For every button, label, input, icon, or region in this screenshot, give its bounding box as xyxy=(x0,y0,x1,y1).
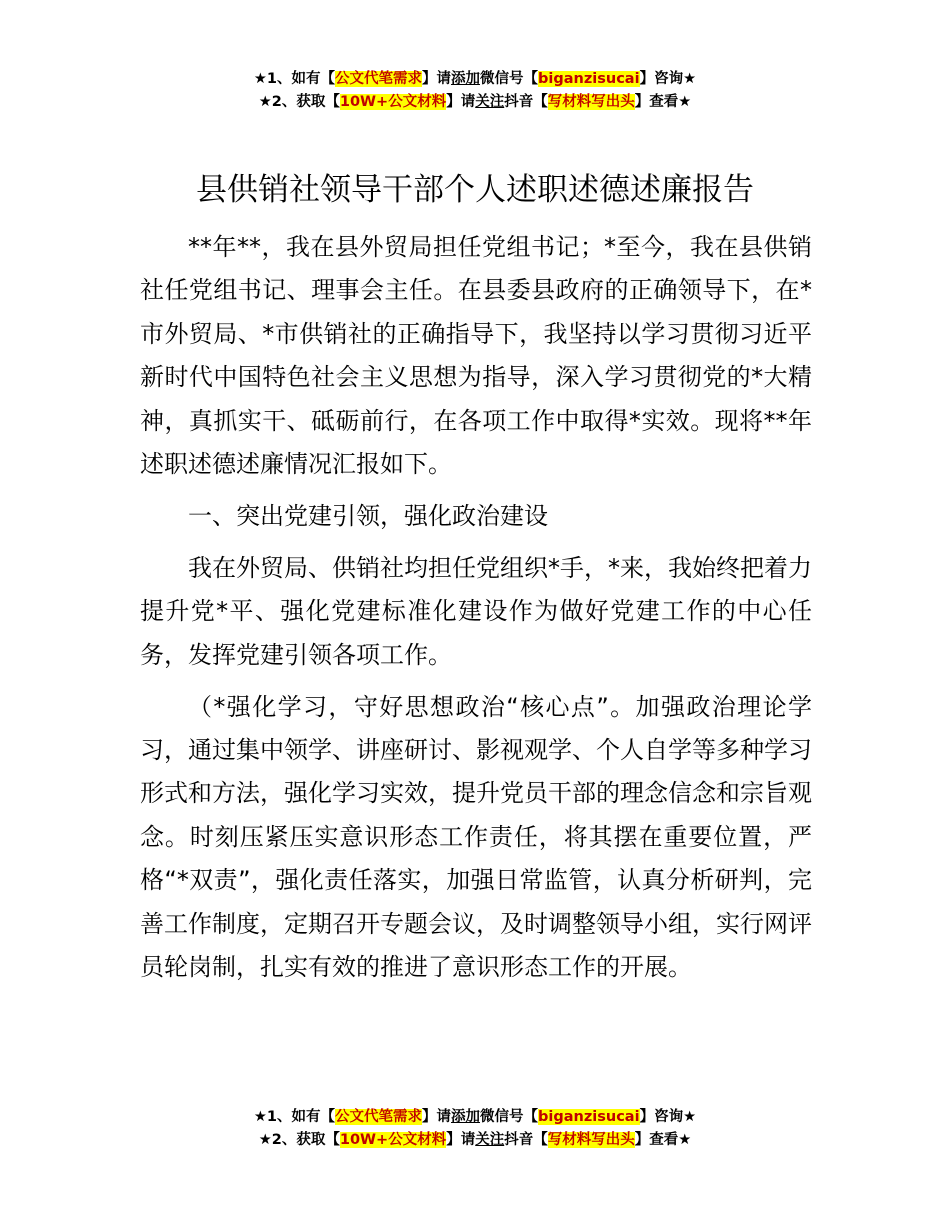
promo-text: 抖音【 xyxy=(504,94,548,110)
promo-text: 微信号【 xyxy=(480,1109,539,1125)
paragraph: （*强化学习，守好思想政治“核心点”。加强政治理论学习，通过集中领学、讲座研讨、影视观学、个人自学等多种学习形式和方法，强化学习实效，提升党员干部的理念信念和宗旨观念。时刻压紧压实意识形态工作责任，将其摆在重要位置，严格“*双责”，强化责任落实，加强日常监管，认真分析研判，完善工作制度，定期召开专题会议，及时调整领导小组，实行网评员轮岗制，扎实有效的推进了意识形态工作的开展。 xyxy=(140,692,812,981)
document-title: 县供销社领导干部个人述职述德述廉报告 xyxy=(196,172,754,208)
promo-highlight: 10W+公文材料 xyxy=(339,1132,447,1148)
promo-underlined-text: 关注 xyxy=(475,1132,505,1148)
promo-highlight: biganzisucai xyxy=(538,71,640,87)
promo-highlight: biganzisucai xyxy=(538,1109,640,1125)
promo-text: ★1、如有【 xyxy=(253,71,336,87)
promo-line-1 xyxy=(0,68,950,91)
promo-text: 】请 xyxy=(422,1109,452,1125)
promo-highlight: 10W+公文材料 xyxy=(339,94,447,110)
promo-text: 】查看★ xyxy=(634,1132,692,1148)
promo-line-1 xyxy=(0,1106,950,1129)
promo-line-2 xyxy=(0,1129,950,1152)
promo-text: ★2、获取【 xyxy=(258,94,340,110)
promo-text: 抖音【 xyxy=(504,1132,548,1148)
footer-promo-banner xyxy=(0,1106,950,1152)
promo-highlight: 公文代笔需求 xyxy=(335,71,423,87)
promo-text: 微信号【 xyxy=(480,71,539,87)
promo-text: 】查看★ xyxy=(634,94,692,110)
promo-text: 】请 xyxy=(446,94,476,110)
promo-underlined-text: 添加 xyxy=(451,71,481,87)
paragraph-intro: **年**，我在县外贸局担任党组书记；*至今，我在县供销社任党组书记、理事会主任。在县委县政府的正确领导下，在*市外贸局、*市供销社的正确指导下，我坚持以学习贯彻习近平新时代中国特色社会主义思想为指导，深入学习贯彻党的*大精神，真抓实干、砥砺前行，在各项工作中取得*实效。现将**年述职述德述廉情况汇报如下。 xyxy=(140,233,812,479)
promo-text: 】咨询★ xyxy=(639,1109,697,1125)
promo-line-2 xyxy=(0,91,950,114)
section-heading: 一、突出党建引领，强化政治建设 xyxy=(188,501,548,530)
promo-highlight: 写材料写出头 xyxy=(547,94,635,110)
promo-text: 】请 xyxy=(446,1132,476,1148)
promo-text: 】咨询★ xyxy=(639,71,697,87)
promo-highlight: 写材料写出头 xyxy=(547,1132,635,1148)
promo-highlight: 公文代笔需求 xyxy=(335,1109,423,1125)
header-promo-banner xyxy=(0,68,950,114)
promo-underlined-text: 添加 xyxy=(451,1109,481,1125)
promo-text: 】请 xyxy=(422,71,452,87)
paragraph: 我在外贸局、供销社均担任党组织*手，*来，我始终把着力提升党*平、强化党建标准化建设作为做好党建工作的中心任务，发挥党建引领各项工作。 xyxy=(140,553,812,669)
promo-text: ★2、获取【 xyxy=(258,1132,340,1148)
document-body xyxy=(140,226,812,998)
promo-text: ★1、如有【 xyxy=(253,1109,336,1125)
promo-underlined-text: 关注 xyxy=(475,94,505,110)
